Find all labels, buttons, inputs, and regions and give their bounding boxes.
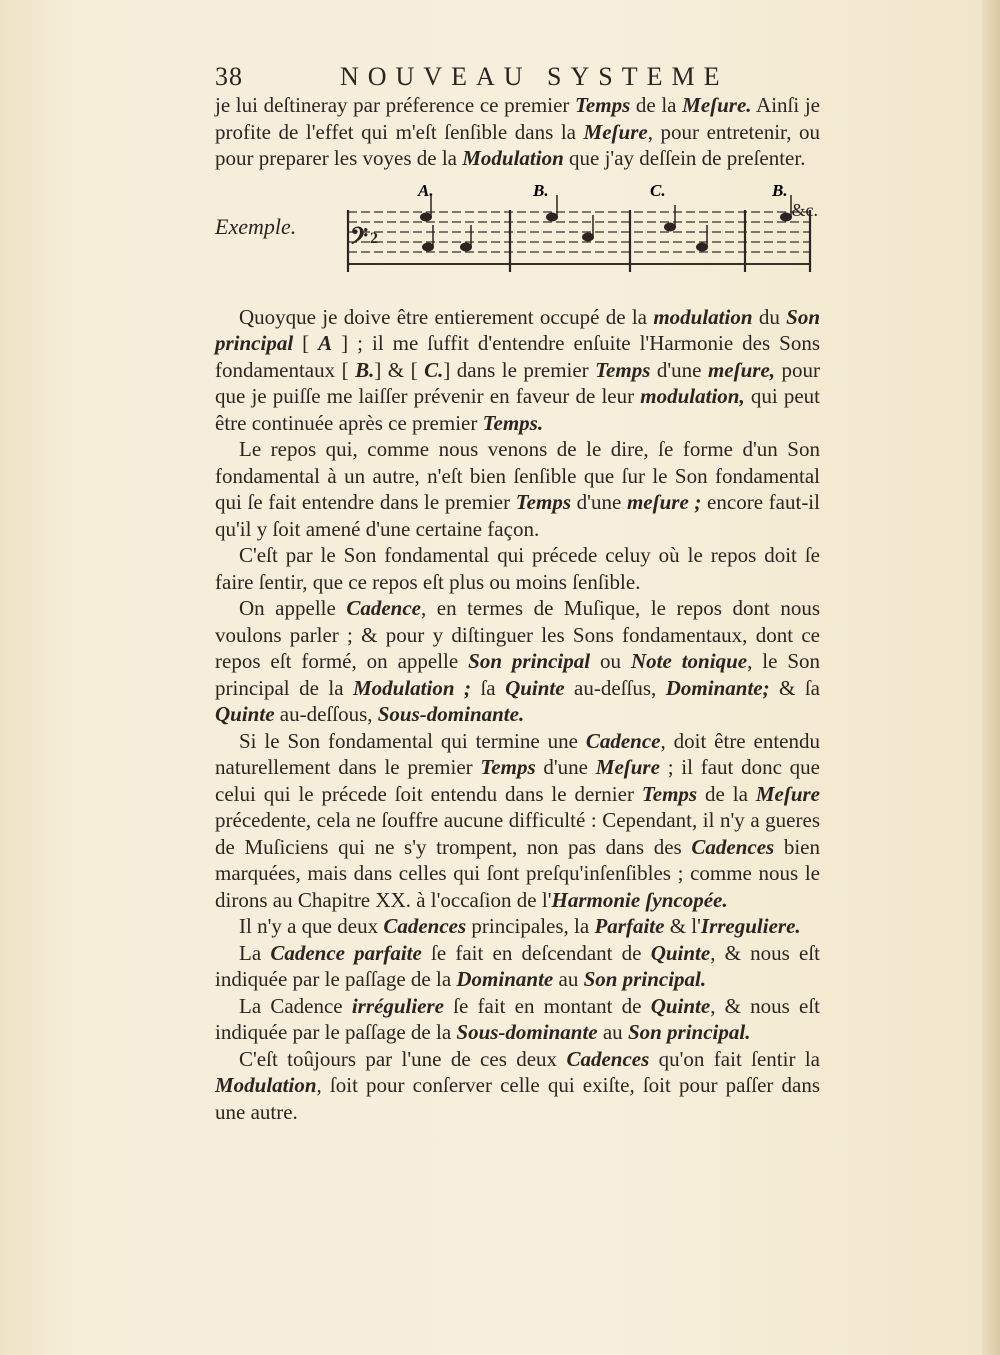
text-run: d'une <box>535 755 596 779</box>
italic-term: Modulation <box>462 146 564 170</box>
text-run: ſe fait en montant de <box>443 993 651 1018</box>
italic-term: C. <box>424 357 444 382</box>
figure-letter-c: C. <box>650 180 666 200</box>
text-run: du <box>752 304 787 329</box>
paragraph <box>215 913 820 940</box>
paragraph <box>215 595 820 728</box>
text-run: & l' <box>664 914 701 938</box>
note-head <box>696 242 708 251</box>
text-run: précedente, cela ne ſouffre aucune difficulté : Cependant, il n'y a gueres de Muſiciens qui ne s'y trompent, non pas dans des <box>215 808 820 859</box>
paragraph <box>215 304 820 437</box>
italic-term: meſure, <box>707 357 776 382</box>
italic-term: Cadences <box>566 1046 650 1071</box>
text-run: qui peut être continuée après ce premier <box>215 384 820 435</box>
italic-term: Quinte <box>650 993 711 1018</box>
italic-term: Meſure <box>755 781 820 806</box>
italic-term: Note tonique <box>630 649 748 673</box>
text-run: que j'ay deſſein de preſenter. <box>563 146 806 170</box>
italic-term: Dominante <box>456 967 554 991</box>
text-run: ] dans le premier <box>443 357 596 382</box>
text-run: au-deſſous, <box>274 702 378 726</box>
italic-term: Dominante; <box>665 675 770 700</box>
text-run: , doit être entendu naturellement dans le premier <box>215 728 820 779</box>
music-staff <box>340 176 820 286</box>
text-run: encore faut-il qu'il y ſoit amené d'une certaine façon. <box>215 490 820 541</box>
text-run: au-deſſus, <box>564 675 666 700</box>
italic-term: Son principal <box>215 304 820 355</box>
italic-term: Sous-dominante. <box>377 702 525 726</box>
paragraph <box>215 542 820 595</box>
text-run: Si le Son fondamental qui termine une <box>239 728 586 753</box>
note-head <box>422 242 434 251</box>
example-label: Exemple. <box>215 213 297 239</box>
note-head <box>664 222 676 231</box>
intro-paragraph <box>215 92 820 172</box>
text-run: ou <box>590 649 631 673</box>
text-run: bien marquées, mais dans celles qui ſont preſqu'inſenſibles ; comme nous le dirons au Chapitre XX. à l'occaſion de l' <box>215 834 820 912</box>
etc-mark: &c. <box>791 199 818 220</box>
paragraph <box>215 728 820 914</box>
italic-term: modulation, <box>640 384 745 408</box>
text-run: ſa <box>471 675 506 700</box>
italic-term: Meſure <box>583 119 648 144</box>
italic-term: Cadences <box>383 914 467 938</box>
text-run: , pour entretenir, ou pour preparer les voyes de la <box>215 119 820 170</box>
text-run: d'une <box>650 357 708 382</box>
italic-term: Quinte <box>215 702 275 726</box>
italic-term: meſure ; <box>626 490 702 514</box>
italic-term: B. <box>355 357 375 382</box>
italic-term: Temps <box>575 93 631 117</box>
text-run: pour que je puiſſe me laiſſer prévenir en faveur de leur <box>215 357 820 408</box>
text-run: ; il faut donc que celui qui le précede ſoit entendu dans le dernier <box>215 755 820 806</box>
note-head <box>546 212 558 221</box>
text-run: Quoyque je doive être entierement occupé de la <box>239 304 654 329</box>
italic-term: Temps <box>641 781 698 806</box>
italic-term: Meſure. <box>682 93 752 117</box>
bar-lines <box>348 210 810 272</box>
text-run: [ <box>293 331 319 355</box>
text-run: ] ; il me ſuffit d'entendre enſuite l'Harmonie des Sons fondamentaux [ <box>215 331 820 382</box>
time-signature: 2 <box>370 229 378 247</box>
italic-term: Cadence <box>346 596 421 620</box>
header-title: NOUVEAU SYSTEME <box>340 62 729 91</box>
figure-letter-b-second: B. <box>772 180 788 200</box>
text-run: Le repos qui, comme nous venons de le dire, ſe forme d'un Son fondamental à un autre, n'eſt bien ſenſible que ſur le Son fondamental qui ſe fait entendre dans le premier <box>215 437 820 514</box>
note-head <box>460 242 472 251</box>
italic-term: Temps <box>595 357 651 382</box>
paragraph <box>215 993 820 1046</box>
text-run: Ainſi je profite de l'effet qui m'eſt ſenſible dans la <box>215 93 820 144</box>
italic-term: Harmonie ſyncopée. <box>551 887 728 912</box>
italic-term: Meſure <box>595 755 660 779</box>
note-head <box>582 232 594 241</box>
italic-term: Son principal. <box>627 1020 751 1044</box>
text-run: , ſoit pour conſerver celle qui exiſte, ſoit pour paſſer dans une autre. <box>215 1073 820 1124</box>
italic-term: Modulation ; <box>353 675 471 700</box>
notes <box>420 195 792 252</box>
text-run: , & nous eſt indiquée par le paſſage de la <box>215 940 821 991</box>
text-run: je lui deſtineray par préference ce premier <box>215 93 576 117</box>
paragraphs <box>215 304 820 1126</box>
italic-term: Irreguliere. <box>700 914 801 938</box>
text-run: de la <box>630 93 683 117</box>
italic-term: Temps <box>480 755 536 779</box>
italic-term: Modulation <box>215 1073 317 1097</box>
note-head <box>780 212 792 221</box>
text-run: C'eſt toûjours par l'une de ces deux <box>239 1046 567 1071</box>
running-head <box>215 62 790 96</box>
text-run: au <box>553 967 584 991</box>
italic-term: Sous-dominante <box>456 1020 598 1044</box>
italic-term: Temps. <box>482 410 544 435</box>
italic-term: A <box>318 331 333 355</box>
text-run: On appelle <box>239 596 347 620</box>
text-run: , le Son principal de la <box>215 649 821 700</box>
text-run: au <box>597 1020 628 1044</box>
bass-clef-icon: 𝄢 <box>350 223 369 255</box>
italic-term: Son principal <box>468 649 591 673</box>
italic-term: Parfaite <box>594 914 665 938</box>
italic-term: irréguliere <box>351 993 444 1018</box>
italic-term: Cadences <box>691 834 775 859</box>
figure-letter-b: B. <box>533 180 549 200</box>
text-run: qu'on fait ſentir la <box>649 1046 820 1071</box>
italic-term: Cadence <box>585 728 661 753</box>
italic-term: Temps <box>515 490 572 514</box>
page-number: 38 <box>215 62 243 91</box>
italic-term: Quinte <box>650 940 711 965</box>
music-example <box>215 176 820 286</box>
text-run: , & nous eſt indiquée par le paſſage de la <box>215 993 820 1044</box>
text-run: ] & [ <box>374 357 425 382</box>
text-run: La <box>239 940 271 965</box>
text-run: & ſa <box>769 675 821 700</box>
italic-term: Son principal. <box>583 967 707 991</box>
paragraph <box>215 1046 820 1126</box>
text-run: Il n'y a que deux <box>239 914 384 938</box>
text-run: d'une <box>571 490 627 514</box>
text-run: , en termes de Muſique, le repos dont nous voulons parler ; & pour y diſtinguer les Sons fondamentaux, dont ce repos eſt formé, on appelle <box>215 596 821 673</box>
italic-term: Cadence parfaite <box>270 940 422 965</box>
italic-term: Quinte <box>505 675 565 700</box>
figure-letter-a: A. <box>418 180 434 200</box>
page-edge-shadow <box>982 0 1000 1355</box>
text-run: de la <box>697 781 756 806</box>
paragraph <box>215 436 820 542</box>
text-run: C'eſt par le Son fondamental qui précede celuy où le repos doit ſe faire ſentir, que ce repos eſt plus ou moins ſenſible. <box>215 543 820 594</box>
paragraph <box>215 940 820 993</box>
body-text <box>215 92 820 1125</box>
text-run: principales, la <box>466 914 595 938</box>
text-run: ſe fait en deſcendant de <box>421 940 651 965</box>
italic-term: modulation <box>653 304 753 329</box>
staff-lines <box>348 212 810 264</box>
text-run: La Cadence <box>239 993 352 1018</box>
note-head <box>420 212 432 221</box>
